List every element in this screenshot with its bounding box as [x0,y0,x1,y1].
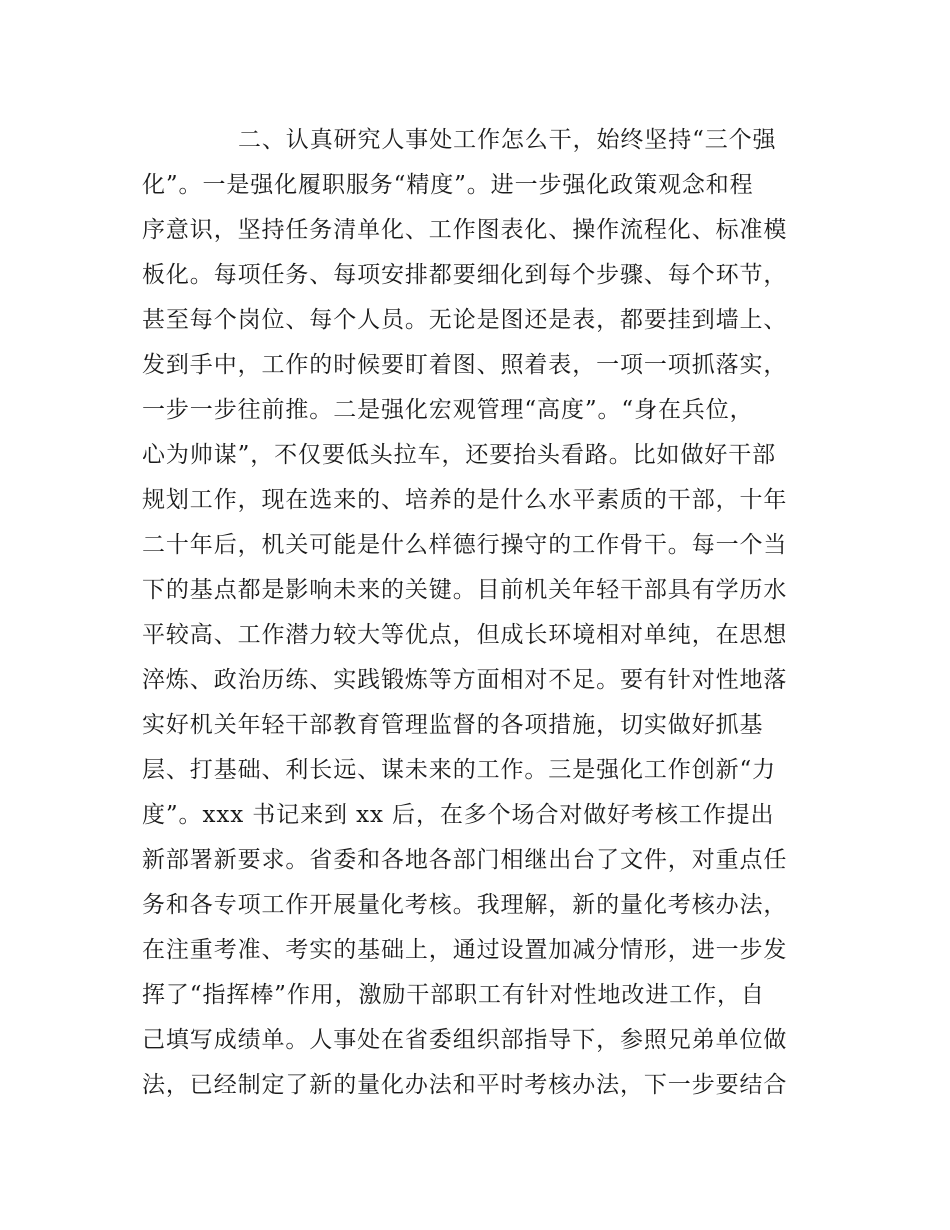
text-line: 规划工作，现在选来的、培养的是什么水平素质的干部，十年 [142,487,788,513]
text-line: 下的基点都是影响未来的关键。目前机关年轻干部具有学历水 [142,577,788,603]
text-line: 新部署新要求。省委和各地各部门相继出台了文件，对重点任 [142,847,788,873]
text-line: 平较高、工作潜力较大等优点，但成长环境相对单纯，在思想 [142,622,788,648]
text-line: 度”。xxx 书记来到 xx 后，在多个场合对做好考核工作提出 [142,802,775,828]
text-line: 序意识，坚持任务清单化、工作图表化、操作流程化、标准模 [142,217,788,243]
text-line: 发到手中，工作的时候要盯着图、照着表，一项一项抓落实， [142,352,788,378]
text-line: 二十年后，机关可能是什么样德行操守的工作骨干。每一个当 [142,532,788,558]
text-line: 己填写成绩单。人事处在省委组织部指导下，参照兄弟单位做 [142,1027,788,1053]
text-line: 务和各专项工作开展量化考核。我理解，新的量化考核办法， [142,892,788,918]
text-line: 淬炼、政治历练、实践锻炼等方面相对不足。要有针对性地落 [142,667,788,693]
text-line: 化”。一是强化履职服务“精度”。进一步强化政策观念和程 [142,172,754,198]
text-line: 挥了“指挥棒”作用，激励干部职工有针对性地改进工作，自 [142,982,765,1008]
text-line: 法，已经制定了新的量化办法和平时考核办法，下一步要结合 [142,1072,788,1098]
text-line: 一步一步往前推。二是强化宏观管理“高度”。“身在兵位， [142,397,754,423]
body-paragraph [142,118,822,1108]
text-line: 心为帅谋”，不仅要低头拉车，还要抬头看路。比如做好干部 [142,442,777,468]
text-line: 板化。每项任务、每项安排都要细化到每个步骤、每个环节， [142,262,788,288]
text-line: 实好机关年轻干部教育管理监督的各项措施，切实做好抓基 [142,712,764,738]
text-line: 二、认真研究人事处工作怎么干，始终坚持“三个强 [238,127,777,153]
text-line: 在注重考准、考实的基础上，通过设置加减分情形，进一步发 [142,937,788,963]
text-line: 层、打基础、利长远、谋未来的工作。三是强化工作创新“力 [142,757,777,783]
text-line: 甚至每个岗位、每个人员。无论是图还是表，都要挂到墙上、 [142,307,788,333]
